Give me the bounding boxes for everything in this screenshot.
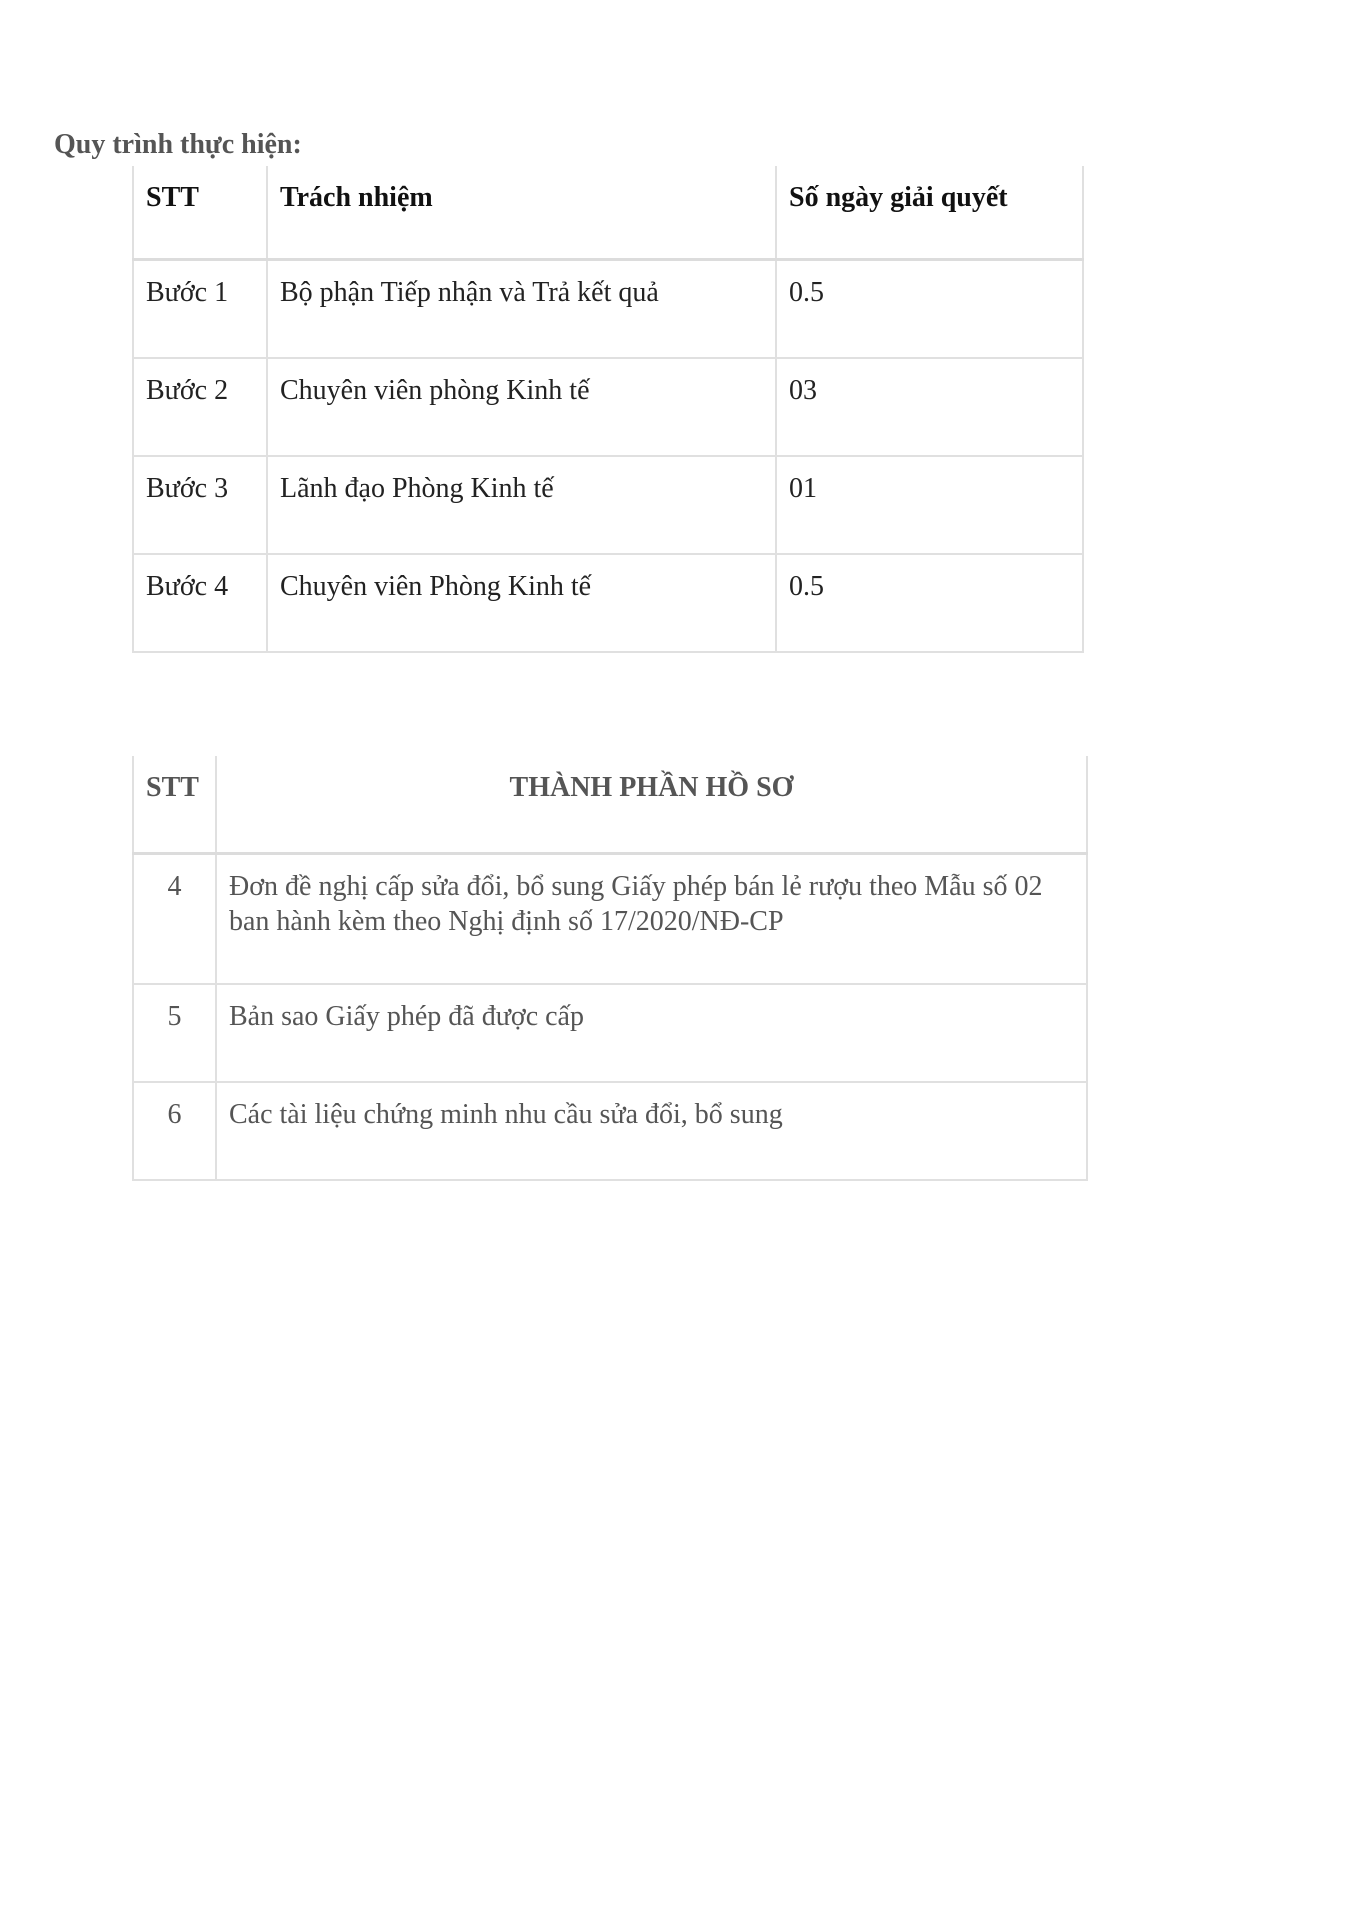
number-cell: 6	[133, 1082, 216, 1180]
days-cell: 0.5	[776, 260, 1083, 359]
header-stt: STT	[133, 756, 216, 854]
days-cell: 01	[776, 456, 1083, 554]
step-cell: Bước 3	[133, 456, 267, 554]
header-responsibility: Trách nhiệm	[267, 166, 776, 260]
item-cell: Các tài liệu chứng minh nhu cầu sửa đổi, bổ sung	[216, 1082, 1087, 1180]
header-dossier-components: THÀNH PHẦN HỒ SƠ	[216, 756, 1087, 854]
table-row	[133, 984, 1087, 1082]
step-cell: Bước 2	[133, 358, 267, 456]
table-row	[133, 554, 1083, 652]
table-row	[133, 358, 1083, 456]
dossier-table	[132, 756, 1088, 1181]
number-cell: 5	[133, 984, 216, 1082]
item-cell: Bản sao Giấy phép đã được cấp	[216, 984, 1087, 1082]
step-cell: Bước 4	[133, 554, 267, 652]
days-cell: 0.5	[776, 554, 1083, 652]
table-row	[133, 1082, 1087, 1180]
responsibility-cell: Lãnh đạo Phòng Kinh tế	[267, 456, 776, 554]
section-heading: Quy trình thực hiện:	[54, 129, 302, 160]
table-row	[133, 260, 1083, 359]
responsibility-cell: Bộ phận Tiếp nhận và Trả kết quả	[267, 260, 776, 359]
table-row	[133, 854, 1087, 985]
process-table	[132, 166, 1084, 653]
item-cell: Đơn đề nghị cấp sửa đổi, bổ sung Giấy phép bán lẻ rượu theo Mẫu số 02 ban hành kèm theo Nghị định số 17/2020/NĐ-CP	[216, 854, 1087, 985]
responsibility-cell: Chuyên viên Phòng Kinh tế	[267, 554, 776, 652]
number-cell: 4	[133, 854, 216, 985]
step-cell: Bước 1	[133, 260, 267, 359]
days-cell: 03	[776, 358, 1083, 456]
table-row	[133, 456, 1083, 554]
table-header-row	[133, 166, 1083, 260]
table-header-row	[133, 756, 1087, 854]
responsibility-cell: Chuyên viên phòng Kinh tế	[267, 358, 776, 456]
header-stt: STT	[133, 166, 267, 260]
header-days: Số ngày giải quyết	[776, 166, 1083, 260]
